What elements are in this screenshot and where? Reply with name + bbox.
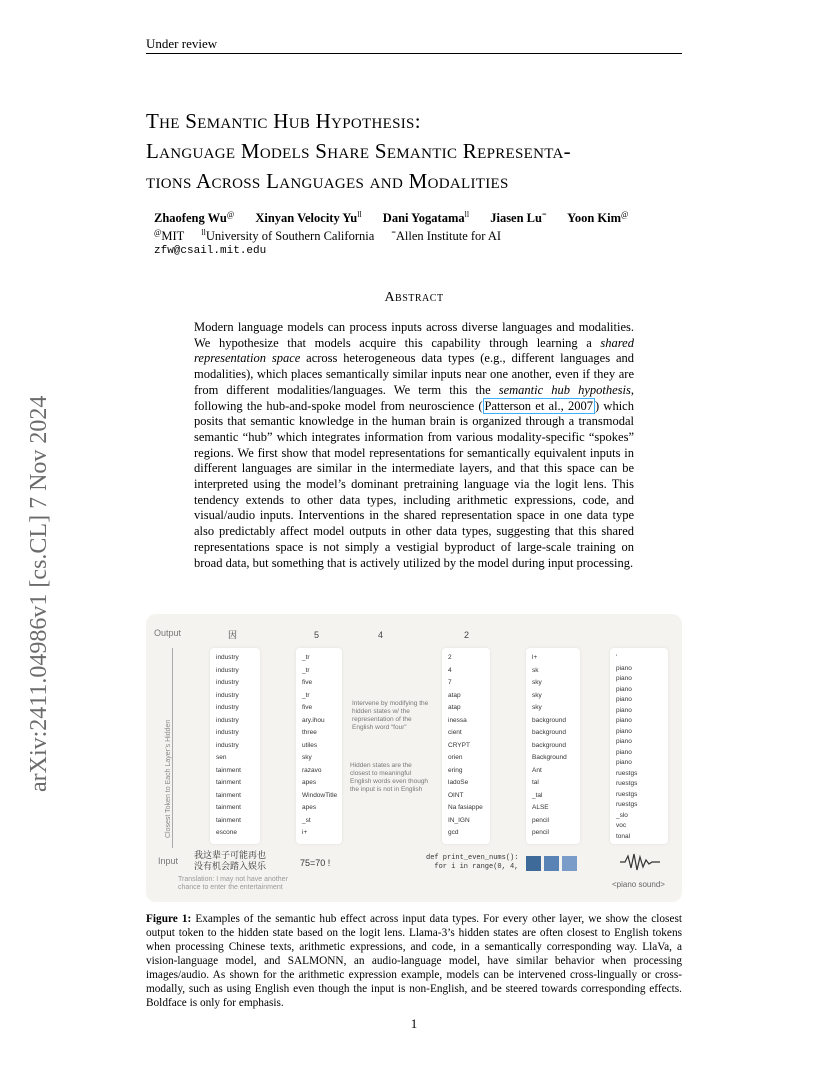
token-cell: apes — [302, 804, 317, 811]
figure-1 — [146, 614, 682, 902]
token-cell: sky — [532, 679, 542, 686]
token-cell: piano — [616, 696, 632, 703]
token-cell: l+ — [532, 654, 538, 661]
input-audio-label: <piano sound> — [612, 880, 665, 889]
token-cell: _slo — [616, 811, 628, 819]
token-cell: voc — [616, 822, 627, 829]
token-cell: ary.ihou — [302, 716, 325, 724]
token-cell: five — [302, 704, 313, 711]
token-cell: razavo — [302, 766, 322, 774]
col-head-1: 因 — [228, 630, 238, 640]
image-patch — [544, 856, 559, 871]
author: Yoon Kim@ — [567, 210, 629, 226]
token-column-image — [526, 648, 580, 844]
token-cell: piano — [616, 717, 632, 724]
token-cell: WindowTitle — [302, 791, 338, 799]
author-list — [154, 210, 646, 226]
token-cell: CRYPT — [448, 741, 470, 749]
token-cell: atap — [448, 691, 461, 699]
svg-text:Closest Token to Each Layer’s: Closest Token to Each Layer’s Hidden — [165, 719, 172, 838]
token-cell: tonal — [616, 832, 631, 840]
token-cell: ruestgs — [616, 801, 638, 808]
input-chinese: 我这辈子可能再也没有机会踏入娱乐 — [194, 850, 267, 871]
token-cell: Background — [532, 754, 567, 761]
abstract-heading: Abstract — [384, 290, 444, 305]
input-label: Input — [158, 856, 179, 866]
token-cell: _st — [302, 816, 311, 824]
token-cell: industry — [216, 729, 239, 736]
author: Dani Yogatama$^{ll}$ — [382, 210, 470, 226]
token-cell: industry — [216, 666, 239, 674]
title-line-2: Language Models Share Semantic Representa- — [146, 139, 571, 163]
token-cell: three — [302, 729, 317, 736]
token-cell: piano — [616, 675, 632, 682]
header-rule — [146, 53, 682, 54]
author-email: zfw@csail.mit.edu — [154, 245, 267, 257]
token-cell: escone — [216, 829, 237, 836]
token-cell: industry — [216, 741, 239, 749]
token-cell: piano — [616, 738, 632, 745]
token-cell: tainment — [216, 804, 241, 811]
token-cell: 2 — [448, 654, 452, 661]
token-cell: piano — [616, 706, 632, 714]
token-cell: atap — [448, 704, 461, 711]
token-cell: OINT — [448, 791, 464, 799]
token-cell: piano — [616, 664, 632, 672]
token-cell: tainment — [216, 791, 241, 799]
affiliation-list — [154, 228, 515, 244]
token-cell: tal — [532, 779, 539, 786]
token-cell: sky — [532, 704, 542, 711]
token-cell: ruestgs — [616, 790, 638, 798]
input-arith: 75=70 ! — [300, 858, 331, 868]
token-column-arith — [296, 648, 342, 844]
token-column-chinese — [210, 648, 260, 844]
token-cell: piano — [616, 727, 632, 735]
token-cell: 7 — [448, 679, 452, 686]
affiliation: =Allen Institute for AI — [391, 228, 502, 244]
token-cell: Na fasiappe — [448, 804, 483, 811]
affiliation: $^{ll}$University of Southern California — [201, 228, 375, 244]
token-cell: sky — [532, 691, 542, 699]
author: Zhaofeng Wu@ — [154, 210, 235, 226]
token-cell: tainment — [216, 766, 241, 774]
citation-link[interactable]: Patterson et al., 2007 — [484, 398, 594, 413]
input-translation: Translation: I may not have another chance to enter the entertainment — [178, 876, 288, 891]
token-cell: piano — [616, 685, 632, 693]
token-cell: ALSE — [532, 804, 549, 811]
token-cell: ' — [616, 654, 618, 661]
token-cell: utiles — [302, 741, 318, 749]
token-cell: background — [532, 716, 566, 724]
token-cell: background — [532, 741, 566, 749]
token-cell: apes — [302, 779, 317, 786]
token-cell: industry — [216, 716, 239, 724]
token-cell: sen — [216, 754, 227, 761]
token-cell: _tal — [532, 791, 543, 799]
token-cell: background — [532, 729, 566, 736]
token-cell: industry — [216, 654, 239, 661]
token-cell: piano — [616, 748, 632, 756]
title-line-3: tions Across Languages and Modalities — [146, 169, 509, 193]
token-cell: pencil — [532, 829, 549, 836]
figure-caption: Figure 1: Examples of the semantic hub effect across input data types. For every other layer, we show the closest output token to the hidden state based on the logit lens. Llama-3’s hidden states are often closest to English tokens when processing Chinese texts, arithmetic expressions, and code, in a semantically corresponding way. LlaVa, a vision-language model, and SALMONN, an audio-language model, have similar behavior when processing images/audio. As shown for the arithmetic expression example, models can be intervened cross-lingually or cross-modally, such as using English even though the input is non-English, and be steered towards corresponding effects. Boldface is only for emphasis. — [146, 913, 682, 1009]
token-cell: ruestgs — [616, 780, 638, 787]
token-cell: gcd — [448, 829, 459, 836]
token-column-code — [442, 648, 490, 844]
output-label: Output — [154, 628, 182, 638]
token-cell: inessa — [448, 716, 467, 724]
token-cell: 4 — [448, 666, 452, 674]
token-cell: Ant — [532, 766, 542, 774]
paper-title — [146, 106, 706, 196]
token-cell: sky — [302, 754, 312, 761]
affiliation: @MIT — [154, 228, 185, 244]
token-cell: tainment — [216, 779, 241, 786]
axis-arrow — [172, 648, 173, 848]
title-line-1: The Semantic Hub Hypothesis: — [146, 109, 421, 133]
author: Jiasen Lu= — [490, 210, 547, 226]
intervention-note: Intervene by modifying the hidden states w/ the representation of the English word “four” — [352, 700, 429, 731]
author: Xinyan Velocity $Yu^{ll}$ — [255, 210, 362, 226]
token-cell: _tr — [302, 654, 310, 661]
waveform-icon — [620, 852, 660, 877]
col-head-3: 4 — [378, 630, 384, 640]
image-patch — [526, 856, 541, 871]
token-cell: ering — [448, 766, 463, 774]
arxiv-identifier — [16, 292, 56, 792]
token-cell: ruestgs — [616, 769, 638, 777]
token-cell: cient — [448, 729, 462, 736]
token-cell: industry — [216, 691, 239, 699]
token-cell: five — [302, 679, 313, 686]
arxiv-id-text: arXiv:2411.04986v1 [cs.CL] 7 Nov 2024 — [26, 395, 52, 792]
running-header: Under review — [146, 36, 218, 51]
token-cell: ladoSe — [448, 779, 469, 786]
token-cell: pencil — [532, 816, 549, 824]
image-patch — [562, 856, 577, 871]
token-cell: i+ — [302, 829, 308, 836]
token-cell: sk — [532, 666, 539, 674]
token-cell: tainment — [216, 816, 241, 824]
token-cell: piano — [616, 759, 632, 766]
token-cell: industry — [216, 679, 239, 686]
col-head-2: 5 — [314, 630, 320, 640]
token-cell: industry — [216, 704, 239, 711]
token-cell: _tr — [302, 666, 310, 674]
token-column-audio — [610, 648, 668, 844]
page-number: 1 — [410, 1016, 418, 1031]
english-note: Hidden states are the closest to meaningful English words even though the input is not in English — [350, 762, 429, 793]
abstract-body: Modern language models can process inputs across diverse languages and modalities. We hypothesize that models acquire this capability through learning a shared representation space across heterogeneous data types (e.g., different languages and modalities), which places semantically similar inputs near one another, even if they are from different modalities/languages. We term this the semantic hub hypothesis, following the hub-and-spoke model from neuroscience ( Patterson et al., 2007 ) which posits that semantic knowledge in the human brain is organized through a transmodal semantic “hub” which integrates information from various modality-specific “spokes” regions. We first show that model representations for semantically equivalent inputs in different languages are similar in the intermediate layers, and that this space can be interpreted using the model’s dominant pretraining language via the logit lens. This tendency extends to other data types, including arithmetic expressions, code, and visual/audio inputs. Interventions in the shared representation space in one data type also predictably affect model outputs in other data types, suggesting that this shared representations space is not simply a vestigial byproduct of large-scale training on broad data, but something that is actively utilized by the model during input processing. — [194, 320, 634, 570]
token-cell: _tr — [302, 691, 310, 699]
token-cell: orien — [448, 754, 463, 761]
col-head-4: 2 — [464, 630, 470, 640]
token-cell: IN_IGN — [448, 816, 470, 824]
input-code: def print_even_nums(): for i in range(0, 4, — [426, 854, 519, 871]
